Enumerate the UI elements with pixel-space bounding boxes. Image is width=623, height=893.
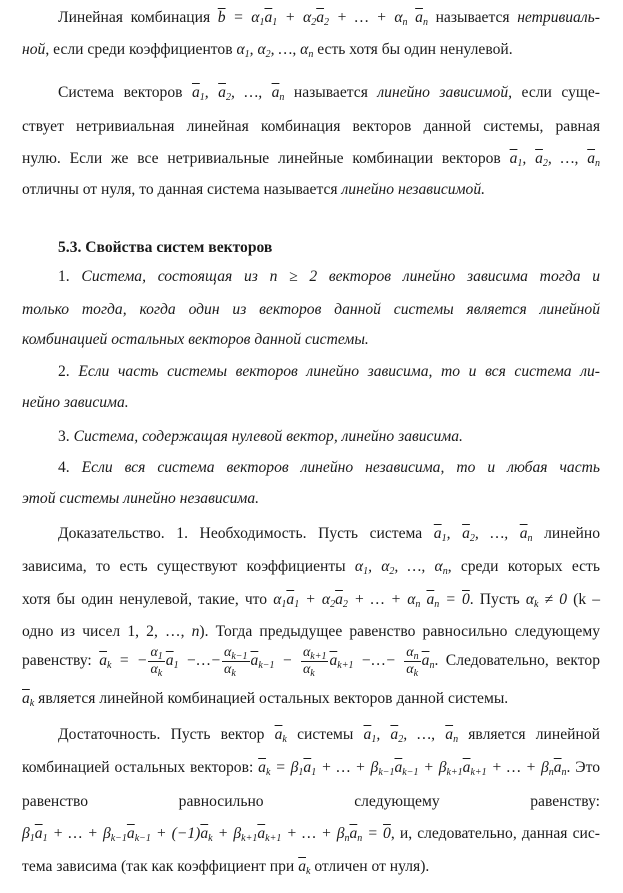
definition-dependent-line-4: отличны от нуля, то данная система называется линейно независимой.: [22, 181, 486, 198]
property-3: 3. Система, содержащая нулевой вектор, линейно зависима.: [58, 428, 463, 445]
formula-coefficients: $\alpha_1$, $\alpha_2$, …, $\alpha_n$: [236, 41, 314, 60]
property-4-line-1: 4. Если вся система векторов линейно независима, то и любая часть: [58, 459, 601, 476]
sufficiency-line-5: тема зависима (так как коэффициент при $\overline{a}_k$ отличен от нуля).: [22, 858, 430, 877]
formula-coefficients: $\alpha_1$, $\alpha_2$, …, $\alpha_n$: [354, 558, 448, 577]
formula-zero-beta-combination: $\beta_1\overline{a}_1$ + … + $\beta_{k-1}\overline{a}_{k-1} + (-1)\overline{a}_k + \beta_{k+1}\overline{a}_{k+1}$ + … + $\beta_n\overline{a}_n = 0$: [22, 825, 391, 844]
proof-line-4: одно из чисел 1, 2, …, n). Тогда предыдущее равенство равносильно следующему: [22, 623, 600, 640]
proof-line-5: равенству: $\overline{a}_k$ = − $\frac{\alpha_1}{\alpha_k}$ $\overline{a}_1$ −…− $\frac{\alpha_{k-1}}{\alpha_k}$ $\overline{a}_{k-1}$ − $\frac{\alpha_{k+1}}{\alpha_k}$ $\overline{a}_{k+1}$ −…− $\frac{\alpha_n}{\alpha_k}$ $\overline{a}_n$. Следовательно, вектор: [22, 645, 601, 679]
formula-vector-system: $\overline{a}_1$, $\overline{a}_2$, …, $\overline{a}_n$: [433, 525, 533, 544]
definition-dependent-line-2: ствует нетривиальная линейная комбинация векторов данной системы, равная: [22, 118, 600, 135]
definition-nontrivial-line-2: ной, если среди коэффициентов $\alpha_1$, $\alpha_2$, …, $\alpha_n$ есть хотя бы один ненулевой.: [22, 41, 513, 60]
definition-dependent-line-1: Система векторов $\overline{a}_1$, $\overline{a}_2$, …, $\overline{a}_n$ называется линейно зависимой, если суще-: [58, 84, 601, 103]
property-4-line-2: этой системы линейно независима.: [22, 490, 260, 507]
proof-line-1: Доказательство. 1. Необходимость. Пусть система $\overline{a}_1$, $\overline{a}_2$, …, $\overline{a}_n$ линейно: [58, 525, 601, 544]
section-heading: 5.3. Свойства систем векторов: [58, 239, 273, 256]
definition-nontrivial-line-1: Линейная комбинация $\overline{b} = \alpha_1\overline{a}_1 + \alpha_2\overline{a}_2$ + … + $\alpha_n$ $\overline{a}_n$ называется нетривиаль-: [58, 9, 600, 28]
formula-vector-ak: $\overline{a}_k$: [22, 690, 35, 709]
sufficiency-line-4: $\beta_1\overline{a}_1$ + … + $\beta_{k-1}\overline{a}_{k-1} + (-1)\overline{a}_k + \beta_{k+1}\overline{a}_{k+1}$ + … + $\beta_n\overline{a}_n = 0$, и, следовательно, данная сис-: [22, 825, 600, 844]
proof-line-2: зависима, то есть существуют коэффициенты $\alpha_1$, $\alpha_2$, …, $\alpha_n$, среди которых есть: [22, 558, 600, 577]
sufficiency-line-3: равенство равносильно следующему равенству:: [22, 793, 600, 810]
proof-line-3: хотя бы один ненулевой, такие, что $\alpha_1\overline{a}_1 + \alpha_2\overline{a}_2$ + … + $\alpha_n$ $\overline{a}_n = 0$. Пусть $\alpha_k \ne 0$ (k –: [22, 591, 601, 610]
sufficiency-line-2: комбинацией остальных векторов: $\overline{a}_k = \beta_1\overline{a}_1$ + … + $\beta_{k-1}\overline{a}_{k-1} + \beta_{k+1}\overline{a}_{k+1}$ + … + $\beta_n\overline{a}_n$. Это: [22, 759, 600, 778]
property-2-line-2: нейно зависима.: [22, 394, 129, 411]
property-1-line-3: комбинацией остальных векторов данной системы.: [22, 331, 369, 348]
formula-ak-expression: $\overline{a}_k$ = − $\frac{\alpha_1}{\alpha_k}$ $\overline{a}_1$ −…− $\frac{\alpha_{k-1}}{\alpha_k}$ $\overline{a}_{k-1}$ − $\frac{\alpha_{k+1}}{\alpha_k}$ $\overline{a}_{k+1}$ −…− $\frac{\alpha_n}{\alpha_k}$ $\overline{a}_n$: [99, 645, 435, 679]
sufficiency-line-1: Достаточность. Пусть вектор $\overline{a}_k$ системы $\overline{a}_1$, $\overline{a}_2$, …, $\overline{a}_n$ является линейной: [58, 726, 600, 745]
formula-vector-ak: $\overline{a}_k$: [274, 726, 287, 745]
formula-vector-ak: $\overline{a}_k$: [298, 858, 311, 877]
property-2-line-1: 2. Если часть системы векторов линейно зависима, то и вся система ли-: [58, 363, 600, 380]
formula-vector-system: $\overline{a}_1$, $\overline{a}_2$, …, $\overline{a}_n$: [509, 150, 601, 169]
formula-vector-system: $\overline{a}_1$, $\overline{a}_2$, …, $\overline{a}_n$: [191, 84, 285, 103]
formula-vector-system: $\overline{a}_1$, $\overline{a}_2$, …, $\overline{a}_n$: [363, 726, 459, 745]
formula-zero-combination: $\alpha_1\overline{a}_1 + \alpha_2\overline{a}_2$ + … + $\alpha_n$ $\overline{a}_n = 0$: [273, 591, 470, 610]
formula-linear-combination: $\overline{b} = \alpha_1\overline{a}_1 + \alpha_2\overline{a}_2$ + … + $\alpha_n$ $\overline{a}_n$: [217, 9, 428, 28]
property-1-line-2: только тогда, когда один из векторов данной системы является линейной: [22, 301, 600, 318]
proof-line-6: $\overline{a}_k$ является линейной комбинацией остальных векторов данной системы.: [22, 690, 509, 709]
definition-dependent-line-3: нулю. Если же все нетривиальные линейные комбинации векторов $\overline{a}_1$, $\overline{a}_2$, …, $\overline{a}_n$: [22, 150, 601, 169]
property-1-line-1: 1. Система, состоящая из n ≥ 2 векторов линейно зависима тогда и: [58, 268, 601, 285]
formula-n-ge-2: n ≥ 2: [269, 268, 318, 285]
formula-beta-combination: $\overline{a}_k = \beta_1\overline{a}_1$ + … + $\beta_{k-1}\overline{a}_{k-1} + \beta_{k+1}\overline{a}_{k+1}$ + … + $\beta_n\overline{a}_n$: [258, 759, 567, 778]
formula-alpha-k-nonzero: $\alpha_k \ne 0$: [525, 591, 568, 610]
